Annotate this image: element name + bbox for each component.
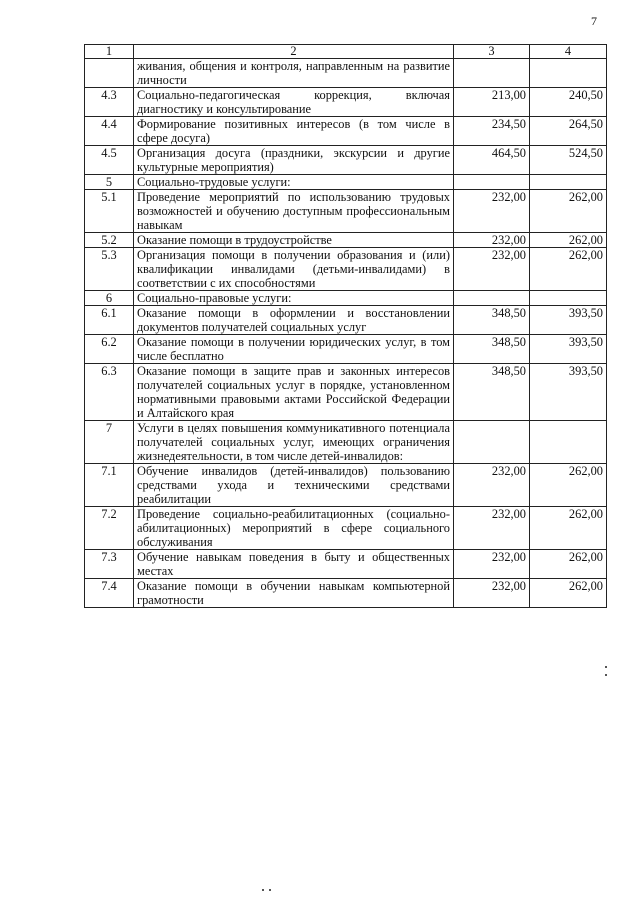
table-row <box>85 364 607 421</box>
price-cell-column-4: 262,00 <box>530 233 607 248</box>
table-row <box>85 421 607 464</box>
table-header-row <box>85 45 607 59</box>
service-description-cell: Социально-правовые услуги: <box>134 291 454 306</box>
price-cell-column-3: 232,00 <box>454 550 530 579</box>
scan-artifact <box>605 674 607 676</box>
scan-artifact <box>269 889 271 891</box>
price-cell-column-4: 262,00 <box>530 579 607 608</box>
row-number-cell: 5 <box>85 175 134 190</box>
price-cell-column-4: 393,50 <box>530 364 607 421</box>
service-description-cell: Социально-педагогическая коррекция, включая диагностику и консультирование <box>134 88 454 117</box>
service-description-cell: Обучение инвалидов (детей-инвалидов) пользованию средствами ухода и техническими средствами реабилитации <box>134 464 454 507</box>
price-cell-column-3: 232,00 <box>454 233 530 248</box>
column-header: 1 <box>85 45 134 59</box>
table-row <box>85 507 607 550</box>
row-number-cell: 5.3 <box>85 248 134 291</box>
price-cell-column-4: 393,50 <box>530 335 607 364</box>
price-cell-column-3 <box>454 175 530 190</box>
price-cell-column-4: 264,50 <box>530 117 607 146</box>
row-number-cell: 7.1 <box>85 464 134 507</box>
table-row <box>85 248 607 291</box>
table-row <box>85 88 607 117</box>
table-row <box>85 306 607 335</box>
table-row <box>85 579 607 608</box>
table-row <box>85 117 607 146</box>
price-cell-column-3: 232,00 <box>454 579 530 608</box>
service-description-cell: Организация досуга (праздники, экскурсии и другие культурные мероприятия) <box>134 146 454 175</box>
service-description-cell: Социально-трудовые услуги: <box>134 175 454 190</box>
price-cell-column-4 <box>530 59 607 88</box>
price-cell-column-4: 262,00 <box>530 190 607 233</box>
row-number-cell: 6.1 <box>85 306 134 335</box>
table-row <box>85 464 607 507</box>
row-number-cell: 4.4 <box>85 117 134 146</box>
table-row <box>85 146 607 175</box>
table-row <box>85 335 607 364</box>
price-cell-column-4: 262,00 <box>530 550 607 579</box>
row-number-cell: 5.1 <box>85 190 134 233</box>
table-row <box>85 175 607 190</box>
service-description-cell: Оказание помощи в оформлении и восстановлении документов получателей социальных услуг <box>134 306 454 335</box>
row-number-cell: 4.5 <box>85 146 134 175</box>
price-cell-column-3: 348,50 <box>454 364 530 421</box>
page-number: 7 <box>591 14 597 28</box>
price-cell-column-4 <box>530 175 607 190</box>
services-price-table <box>84 44 607 608</box>
table-row <box>85 233 607 248</box>
price-cell-column-4 <box>530 291 607 306</box>
price-cell-column-3: 213,00 <box>454 88 530 117</box>
scan-artifact <box>262 889 264 891</box>
table-row <box>85 550 607 579</box>
table-row <box>85 59 607 88</box>
service-description-cell: Оказание помощи в получении юридических услуг, в том числе бесплатно <box>134 335 454 364</box>
price-cell-column-3: 348,50 <box>454 306 530 335</box>
row-number-cell: 7 <box>85 421 134 464</box>
service-description-cell: живания, общения и контроля, направленным на развитие личности <box>134 59 454 88</box>
row-number-cell: 5.2 <box>85 233 134 248</box>
table-row <box>85 291 607 306</box>
row-number-cell: 7.3 <box>85 550 134 579</box>
service-description-cell: Услуги в целях повышения коммуникативного потенциала получателей социальных услуг, имеющих ограничения жизнедеятельности, в том числе детей-инвалидов: <box>134 421 454 464</box>
price-cell-column-3: 232,00 <box>454 190 530 233</box>
price-cell-column-4: 393,50 <box>530 306 607 335</box>
row-number-cell: 6.3 <box>85 364 134 421</box>
table-body <box>85 59 607 608</box>
service-description-cell: Оказание помощи в защите прав и законных интересов получателей социальных услуг в порядке, установленном нормативными правовыми актами Российской Федерации и Алтайского края <box>134 364 454 421</box>
row-number-cell: 6 <box>85 291 134 306</box>
price-cell-column-4 <box>530 421 607 464</box>
column-header: 3 <box>454 45 530 59</box>
price-cell-column-4: 524,50 <box>530 146 607 175</box>
price-cell-column-3: 232,00 <box>454 464 530 507</box>
price-cell-column-4: 240,50 <box>530 88 607 117</box>
row-number-cell: 7.2 <box>85 507 134 550</box>
column-header: 2 <box>134 45 454 59</box>
column-header: 4 <box>530 45 607 59</box>
price-cell-column-3 <box>454 421 530 464</box>
service-description-cell: Оказание помощи в трудоустройстве <box>134 233 454 248</box>
price-cell-column-3 <box>454 59 530 88</box>
price-cell-column-3: 232,00 <box>454 507 530 550</box>
price-cell-column-3: 464,50 <box>454 146 530 175</box>
table-row <box>85 190 607 233</box>
row-number-cell: 4.3 <box>85 88 134 117</box>
price-cell-column-3: 234,50 <box>454 117 530 146</box>
price-cell-column-4: 262,00 <box>530 248 607 291</box>
service-description-cell: Формирование позитивных интересов (в том числе в сфере досуга) <box>134 117 454 146</box>
price-cell-column-3: 348,50 <box>454 335 530 364</box>
service-description-cell: Обучение навыкам поведения в быту и общественных местах <box>134 550 454 579</box>
price-cell-column-4: 262,00 <box>530 507 607 550</box>
service-description-cell: Проведение мероприятий по использованию трудовых возможностей и обучению доступным профессиональным навыкам <box>134 190 454 233</box>
service-description-cell: Проведение социально-реабилитационных (социально-абилитационных) мероприятий в сфере социального обслуживания <box>134 507 454 550</box>
row-number-cell <box>85 59 134 88</box>
row-number-cell: 7.4 <box>85 579 134 608</box>
price-cell-column-3: 232,00 <box>454 248 530 291</box>
row-number-cell: 6.2 <box>85 335 134 364</box>
scan-artifact <box>605 666 607 668</box>
service-description-cell: Организация помощи в получении образования и (или) квалификации инвалидами (детьми-инвалидами) в соответствии с их способностями <box>134 248 454 291</box>
service-description-cell: Оказание помощи в обучении навыкам компьютерной грамотности <box>134 579 454 608</box>
price-cell-column-4: 262,00 <box>530 464 607 507</box>
price-cell-column-3 <box>454 291 530 306</box>
